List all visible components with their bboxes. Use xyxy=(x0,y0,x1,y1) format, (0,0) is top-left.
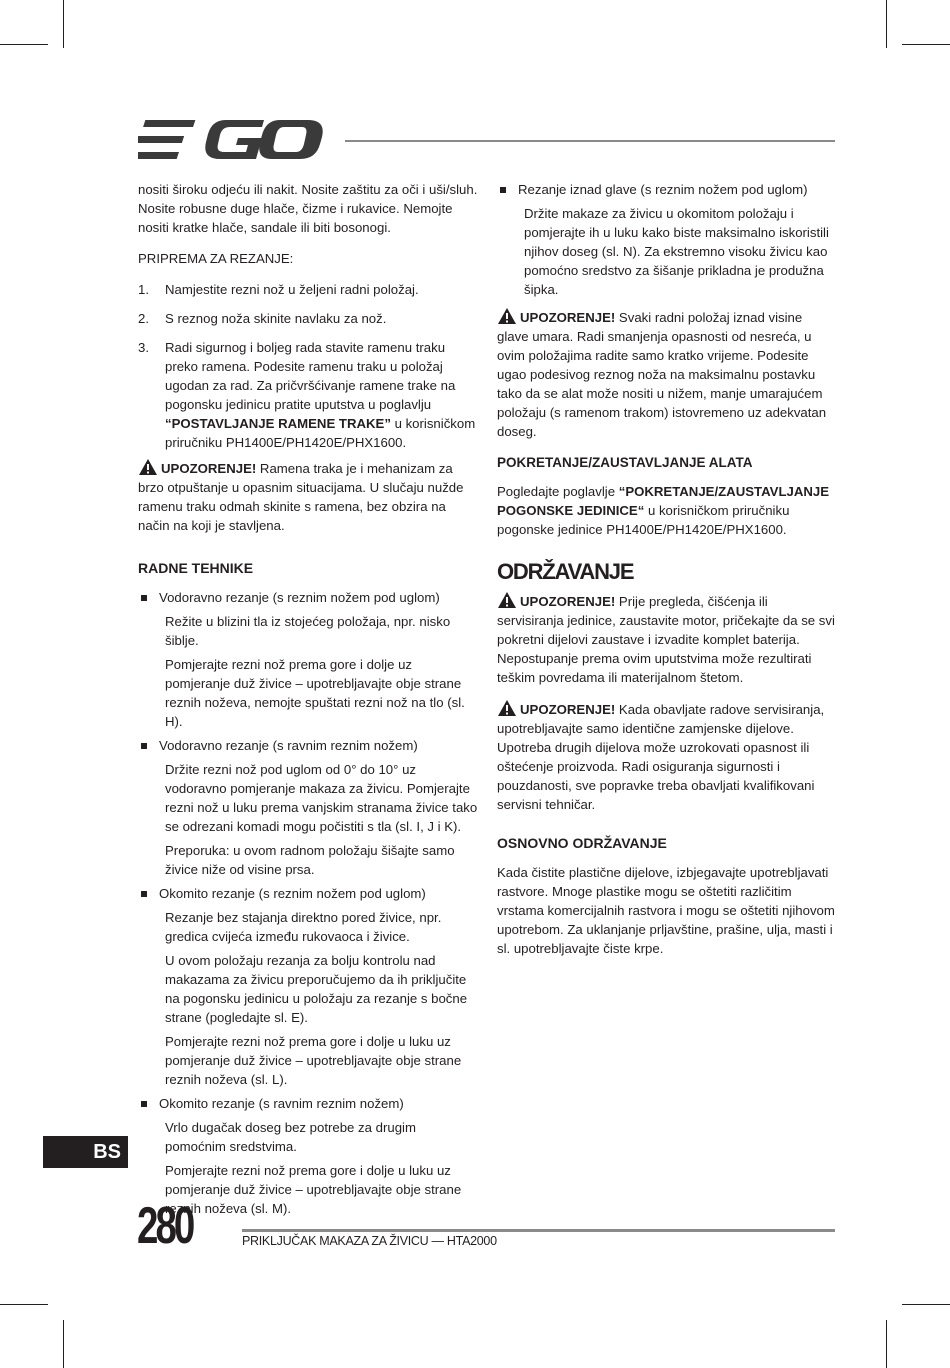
ego-logo xyxy=(138,118,326,162)
sub-paragraph: Vrlo dugačak doseg bez potrebe za drugim pomoćnim sredstvima. xyxy=(165,1120,416,1154)
crop-mark xyxy=(886,1320,887,1368)
warning-text: Kada obavljate radove servisiranja, upotrebljavajte samo identične zamjenske dijelove. Upotreba drugih dijelova može uzrokovati opasnost ili oštećenje proizvoda. Radi osiguranja sigurnosti i pouzdanosti, sve popravke treba obavljati kvalifikovani servisni tehničar. xyxy=(497,702,825,812)
crop-mark xyxy=(0,44,48,45)
warning-triangle-icon xyxy=(497,307,517,325)
header-rule xyxy=(345,140,835,142)
warning-triangle-icon xyxy=(138,458,158,476)
sub-paragraph: Držite makaze za živicu u okomitom položaju i pomjerajte ih u luku kako biste maksimalno iskoristili njihov doseg (sl. N). Za ekstremno visoku živicu kao pomoćno sredstvo za šišanje prikladna je produžna šipka. xyxy=(524,206,829,297)
section-heading-techniques: RADNE TEHNIKE xyxy=(138,560,254,576)
numbered-item xyxy=(138,309,478,328)
crop-mark xyxy=(63,0,64,48)
numbered-item xyxy=(138,280,478,299)
footer-title: PRIKLJUČAK MAKAZA ZA ŽIVICU — HTA2000 xyxy=(242,1234,497,1248)
warning-paragraph xyxy=(497,591,837,687)
bullet-square xyxy=(141,1101,147,1107)
sub-paragraph: Rezanje bez stajanja direktno pored živice, npr. gredica cvijeća između rukovaoca i živice. xyxy=(165,910,442,944)
bullet-item xyxy=(497,180,837,199)
item-text-bold: “POSTAVLJANJE RAMENE TRAKE” xyxy=(165,416,391,431)
bullet-title: Rezanje iznad glave (s reznim nožem pod uglom) xyxy=(518,182,808,197)
warning-triangle-icon xyxy=(497,591,517,609)
sub-paragraph: Pomjerajte rezni nož prema gore i dolje u luku uz pomjeranje duž živice – upotrebljavajte obje strane reznih noževa (sl. M). xyxy=(165,1163,462,1216)
left-column xyxy=(138,180,478,1223)
footer-rule xyxy=(242,1229,835,1232)
warning-paragraph xyxy=(138,458,478,535)
item-number: 2. xyxy=(138,311,149,326)
intro-paragraph: nositi široku odjeću ili nakit. Nosite zaštitu za oči i uši/sluh. Nosite robusne duge hlače, čizme i rukavice. Nemojte nositi kratke hlače, sandale ili biti bosonogi. xyxy=(138,182,478,235)
language-tab: BS xyxy=(43,1136,128,1168)
warning-text: Ramena traka je i mehanizam za brzo otpuštanje u opasnim situacijama. U slučaju nužde ramenu traku odmah skinite s ramena, bez obzira na način na koji je stavljena. xyxy=(138,461,464,533)
bullet-item xyxy=(138,1094,478,1113)
warning-text: Prije pregleda, čišćenja ili servisiranja jedinice, zaustavite motor, pričekajte da se svi pokretni dijelovi zaustave i izvadite komplet baterija. Nepostupanje prema ovim uputstvima može rezultirati teškim povredama ili materijalnom štetom. xyxy=(497,594,835,685)
sub-paragraph: Režite u blizini tla iz stojećeg položaja, npr. nisko šiblje. xyxy=(165,614,451,648)
warning-paragraph xyxy=(497,699,837,814)
paragraph-text: Pogledajte poglavlje xyxy=(497,484,619,499)
right-column xyxy=(497,180,837,970)
page-number: 280 xyxy=(137,1197,193,1255)
section-heading-maintenance: ODRŽAVANJE xyxy=(497,559,634,584)
item-number: 3. xyxy=(138,340,149,355)
item-text: Namjestite rezni nož u željeni radni položaj. xyxy=(165,282,419,297)
bullet-square xyxy=(141,743,147,749)
item-text: S reznog noža skinite navlaku za nož. xyxy=(165,311,387,326)
paragraph-bold: “POKRETANJE/ZAUSTAVLJANJE POGONSKE JEDINICE“ xyxy=(497,484,830,518)
sub-paragraph: Držite rezni nož pod uglom od 0° do 10° uz vodoravno pomjeranje makaza za živicu. Pomjerajte rezni nož u luku prema vanjskim stranama živice tako se odrezani komadi mogu počistiti s tla (sl. I, J i K). xyxy=(165,762,478,834)
bullet-title: Vodoravno rezanje (s reznim nožem pod uglom) xyxy=(159,590,440,605)
bullet-item xyxy=(138,736,478,755)
bullet-square xyxy=(141,891,147,897)
bullet-item xyxy=(138,884,478,903)
item-text-part: Radi sigurnog i boljeg rada stavite ramenu traku preko ramena. Podesite ramenu traku u položaj ugodan za rad. Za pričvršćivanje ramene trake na pogonsku jedinicu pratite uputstva u poglavlju xyxy=(165,340,456,412)
crop-mark xyxy=(63,1320,64,1368)
numbered-item xyxy=(138,338,478,452)
bullet-title: Okomito rezanje (s ravnim reznim nožem) xyxy=(159,1096,404,1111)
crop-mark xyxy=(902,1304,950,1305)
warning-label: UPOZORENJE! xyxy=(520,702,616,717)
warning-triangle-icon xyxy=(497,699,517,717)
prep-heading: PRIPREMA ZA REZANJE: xyxy=(138,251,294,266)
section-heading-basic-maintenance: OSNOVNO ODRŽAVANJE xyxy=(497,835,667,851)
warning-label: UPOZORENJE! xyxy=(520,310,616,325)
bullet-title: Okomito rezanje (s reznim nožem pod uglom) xyxy=(159,886,426,901)
section-heading-start-stop: POKRETANJE/ZAUSTAVLJANJE ALATA xyxy=(497,455,753,470)
paragraph-text: u korisničkom priručniku pogonske jedinice PH1400E/PH1420E/PHX1600. xyxy=(497,503,790,537)
item-text xyxy=(165,338,478,452)
crop-mark xyxy=(0,1304,48,1305)
start-stop-paragraph xyxy=(497,482,837,539)
bullet-item xyxy=(138,588,478,607)
warning-label: UPOZORENJE! xyxy=(161,461,257,476)
sub-paragraph: Pomjerajte rezni nož prema gore i dolje u luku uz pomjeranje duž živice – upotrebljavajte obje strane reznih noževa (sl. L). xyxy=(165,1034,462,1087)
bullet-square xyxy=(500,187,506,193)
crop-mark xyxy=(902,44,950,45)
sub-paragraph: Preporuka: u ovom radnom položaju šišajte samo živice niže od visine prsa. xyxy=(165,843,455,877)
warning-text: Svaki radni položaj iznad visine glave umara. Radi smanjenja opasnosti od nesreća, u ovim položajima radite samo kratko vrijeme. Podesite ugao podesivog reznog noža na maksimalnu postavku tako da se alat može nositi u nižem, manje umarajućem položaju (s ramenom trakom) istovremeno uz adekvatan doseg. xyxy=(497,310,827,439)
bullet-square xyxy=(141,595,147,601)
warning-paragraph xyxy=(497,307,837,441)
sub-paragraph: U ovom položaju rezanja za bolju kontrolu nad makazama za živicu preporučujemo da ih priključite na pogonsku jedinicu u položaju za rezanje s bočne strane (pogledajte sl. E). xyxy=(165,953,468,1025)
basic-maintenance-paragraph: Kada čistite plastične dijelove, izbjegavajte upotrebljavati rastvore. Mnoge plastike mogu se oštetiti različitim vrstama komercijalnih rastvora i mogu se oštetiti njihovom upotrebom. Za uklanjanje prljavštine, prašine, ulja, masti i sl. upotrebljavajte čiste krpe. xyxy=(497,865,835,956)
item-text-part: u korisničkom priručniku PH1400E/PH1420E/PHX1600. xyxy=(165,416,476,450)
warning-label: UPOZORENJE! xyxy=(520,594,616,609)
sub-paragraph: Pomjerajte rezni nož prema gore i dolje uz pomjeranje duž živice – upotrebljavajte obje strane reznih noževa, nemojte spuštati rezni nož na tlo (sl. H). xyxy=(165,657,465,729)
bullet-title: Vodoravno rezanje (s ravnim reznim nožem) xyxy=(159,738,418,753)
item-number: 1. xyxy=(138,282,149,297)
crop-mark xyxy=(886,0,887,48)
